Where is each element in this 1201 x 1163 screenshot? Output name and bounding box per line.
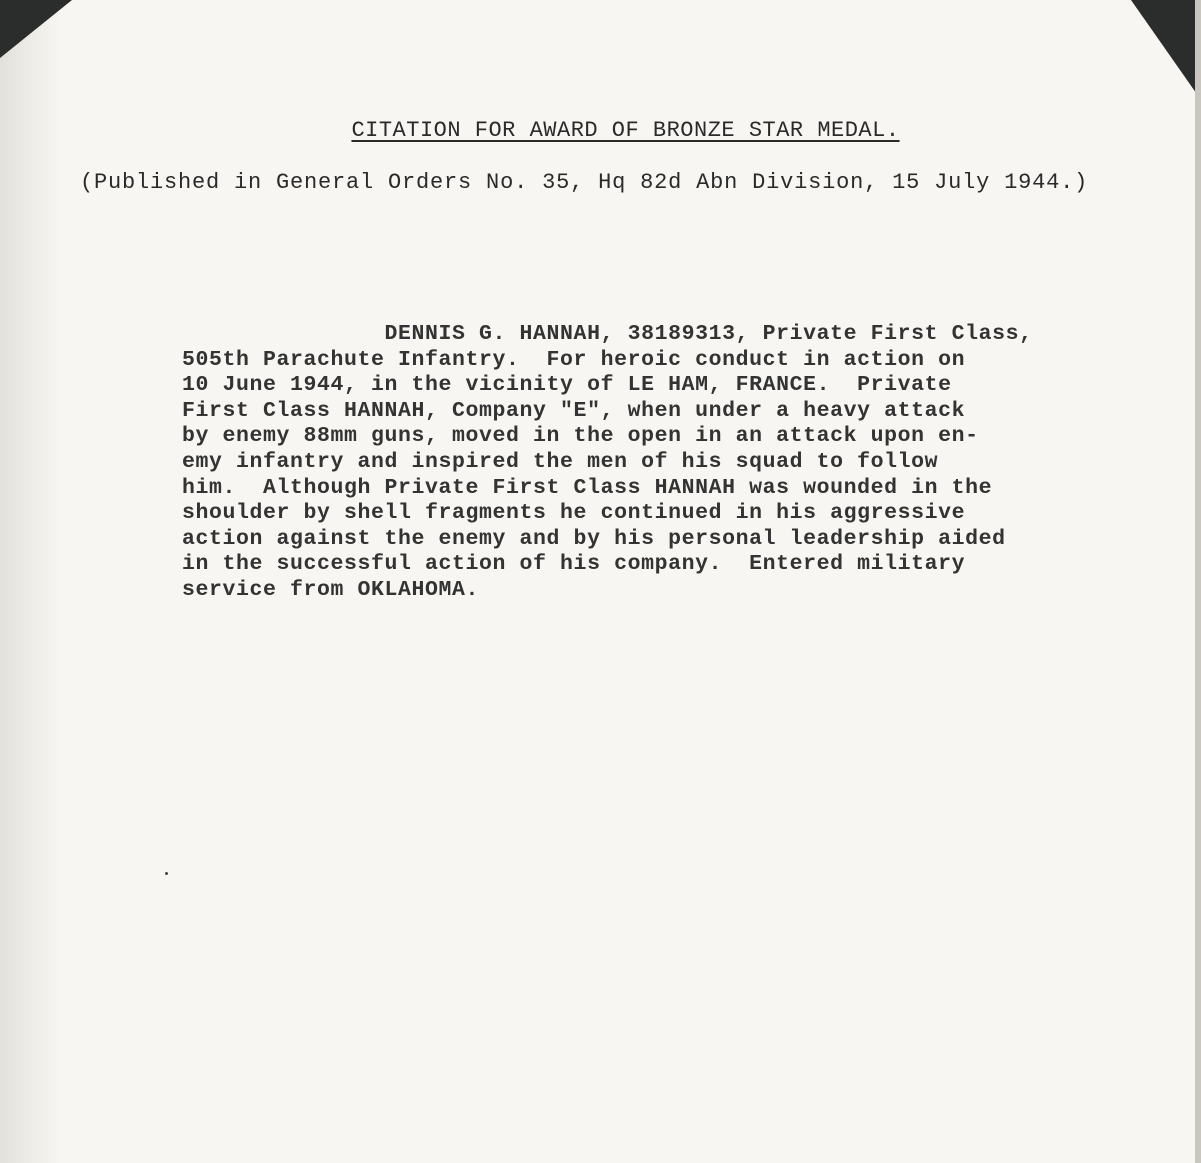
- citation-body: [182, 322, 1122, 604]
- photo-corner-top-left: [0, 0, 72, 58]
- publication-note: (Published in General Orders No. 35, Hq 82d Abn Division, 15 July 1944.): [80, 170, 1089, 195]
- citation-line: DENNIS G. HANNAH, 38189313, Private First Class,: [182, 322, 1033, 346]
- citation-line: First Class HANNAH, Company "E", when under a heavy attack: [182, 398, 966, 423]
- paper-edge: [1195, 0, 1201, 1163]
- citation-line: by enemy 88mm guns, moved in the open in an attack upon en-: [182, 424, 979, 449]
- citation-line: in the successful action of his company. Entered military: [182, 552, 966, 577]
- citation-line: him. Although Private First Class HANNAH was wounded in the: [182, 475, 993, 500]
- citation-line: 505th Parachute Infantry. For heroic conduct in action on: [182, 347, 966, 372]
- photo-corner-top-right: [1131, 0, 1201, 100]
- citation-line: emy infantry and inspired the men of his squad to follow: [182, 449, 939, 474]
- paper-speck: [165, 872, 168, 875]
- citation-title: CITATION FOR AWARD OF BRONZE STAR MEDAL.: [351, 118, 900, 143]
- citation-line: shoulder by shell fragments he continued in his aggressive: [182, 501, 966, 526]
- citation-line: action against the enemy and by his personal leadership aided: [182, 526, 1006, 551]
- citation-line: 10 June 1944, in the vicinity of LE HAM, FRANCE. Private: [182, 373, 952, 398]
- citation-line: service from OKLAHOMA.: [182, 577, 480, 602]
